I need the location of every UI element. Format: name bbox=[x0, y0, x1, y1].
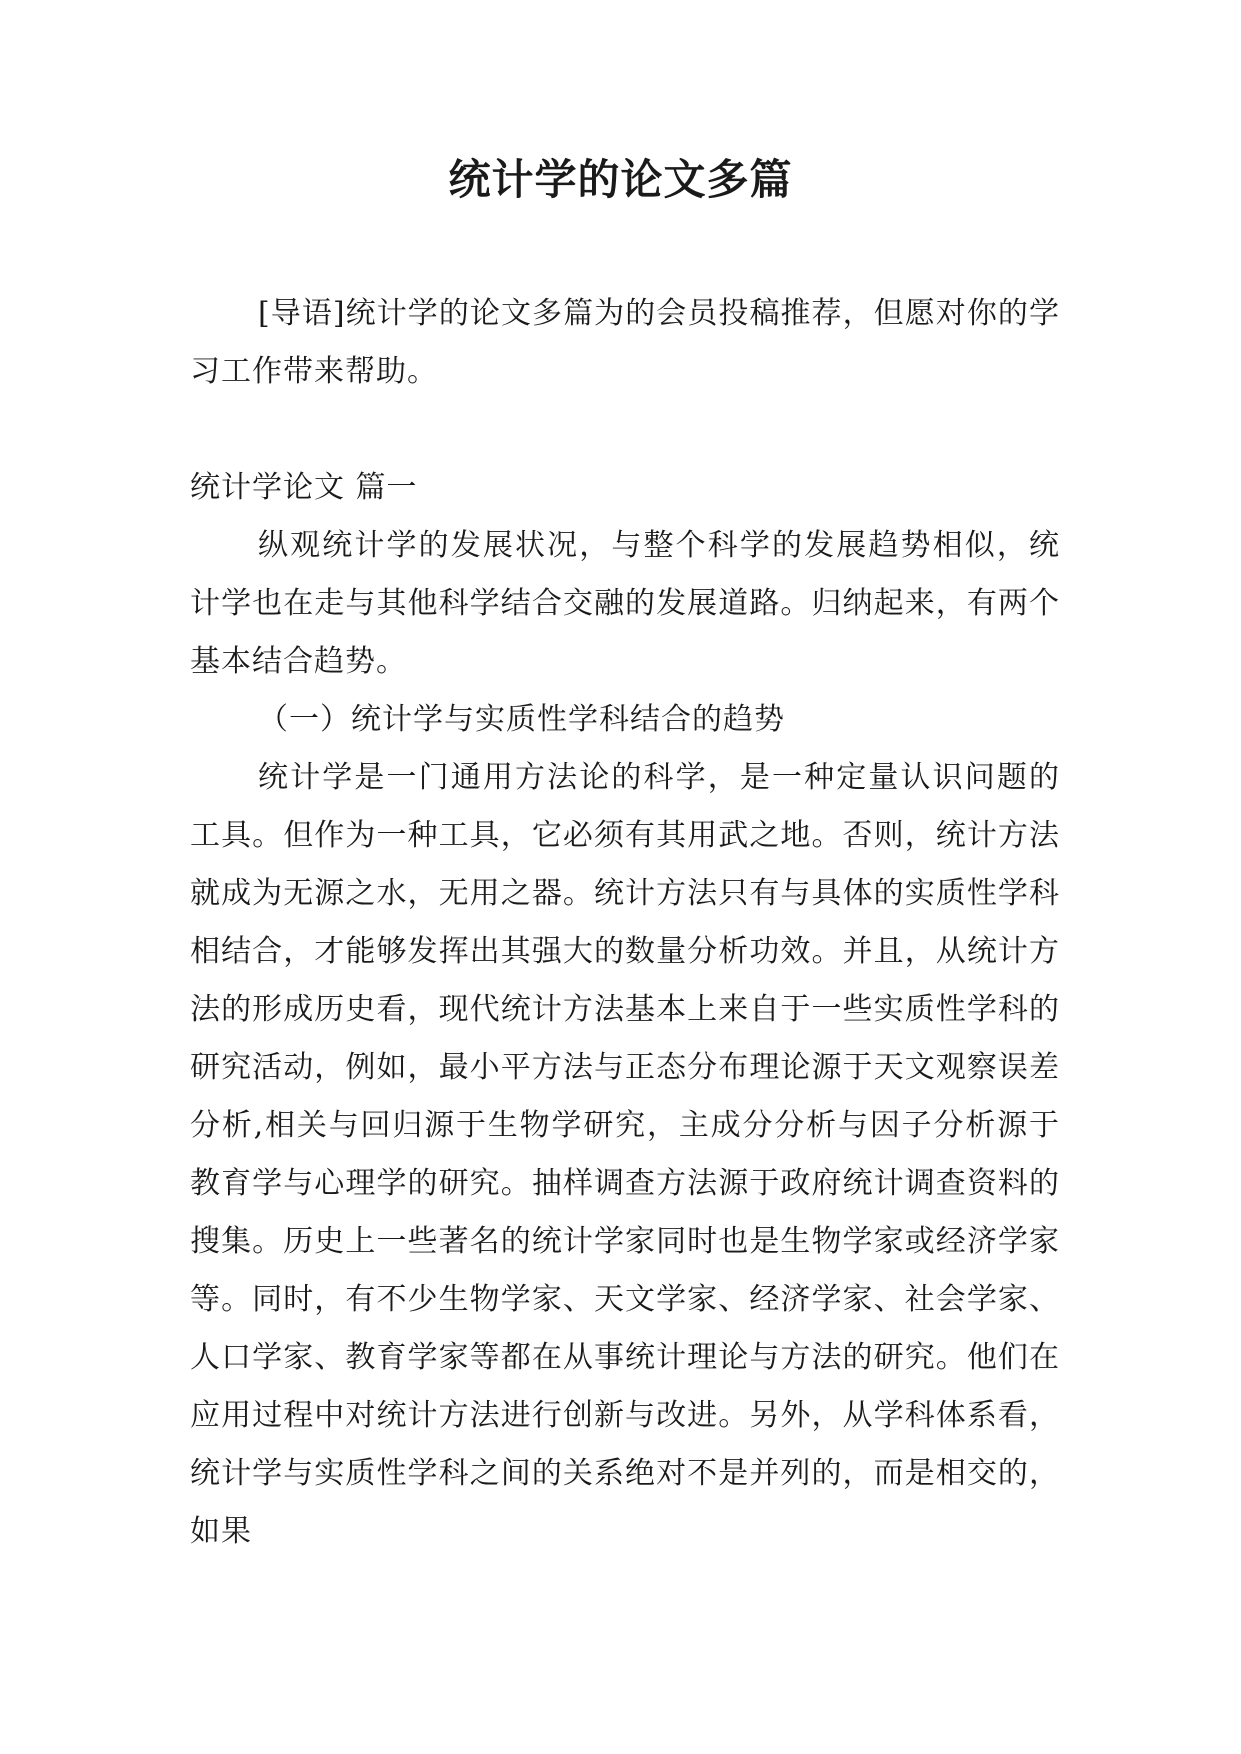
section-heading: 统计学论文 篇一 bbox=[190, 470, 418, 505]
intro-paragraph: [导语]统计学的论文多篇为的会员投稿推荐，但愿对你的学习工作带来帮助。 bbox=[190, 296, 1060, 389]
document-title: 统计学的论文多篇 bbox=[448, 155, 793, 204]
subheading-1: （一）统计学与实质性学科结合的趋势 bbox=[258, 702, 785, 737]
body-paragraph-2: 统计学是一门通用方法论的科学，是一种定量认识问题的工具。但作为一种工具，它必须有其用武之地。否则，统计方法就成为无源之水，无用之器。统计方法只有与具体的实质性学科相结合，才能够发挥出其强大的数量分析功效。并且，从统计方法的形成历史看，现代统计方法基本上来自于一些实质性学科的研究活动，例如，最小平方法与正态分布理论源于天文观察误差分析,相关与回归源于生物学研究，主成分分析与因子分析源于教育学与心理学的研究。抽样调查方法源于政府统计调查资料的搜集。历史上一些著名的统计学家同时也是生物学家或经济学家等。同时，有不少生物学家、天文学家、经济学家、社会学家、人口学家、教育学家等都在从事统计理论与方法的研究。他们在应用过程中对统计方法进行创新与改进。另外，从学科体系看，统计学与实质性学科之间的关系绝对不是并列的，而是相交的，如果 bbox=[190, 760, 1060, 1549]
body-paragraph-1: 纵观统计学的发展状况，与整个科学的发展趋势相似，统计学也在走与其他科学结合交融的发展道路。归纳起来，有两个基本结合趋势。 bbox=[190, 528, 1060, 679]
document-body bbox=[190, 285, 1060, 1561]
